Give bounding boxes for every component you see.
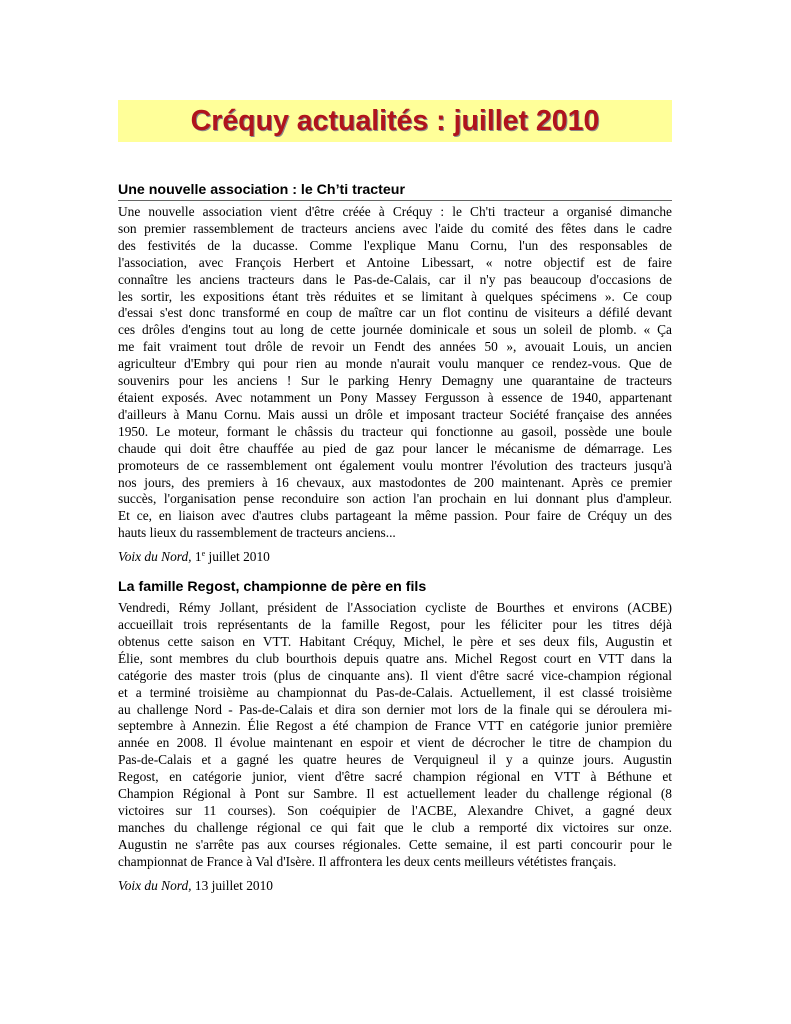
article-heading: La famille Regost, championne de père en fils bbox=[118, 579, 427, 596]
body-line: chaude qui doit être chauffée au pied de gaz pour lancer le mécanisme de démarrage. Les bbox=[118, 440, 672, 456]
body-line: et a terminé troisième au championnat du Pas-de-Calais. Actuellement, il est classé troisième bbox=[118, 684, 672, 700]
body-line: championnat de France à Val d'Isère. Il affrontera les deux cents meilleurs vététistes français. bbox=[118, 853, 617, 869]
body-line: obtenus cette saison en VTT. Habitant Créquy, Michel, le père et ses deux fils, Augustin et bbox=[118, 633, 672, 649]
body-line: me fait vraiment tout drôle de revoir un Fendt des années 50 », avouait Louis, un ancien bbox=[118, 339, 672, 355]
article-heading: Une nouvelle association : le Ch’ti tracteur bbox=[118, 182, 672, 201]
body-line: Élie, sont membres du club bourthois depuis quatre ans. Michel Regost court en VTT dans la bbox=[118, 650, 672, 666]
article-body bbox=[118, 600, 672, 871]
body-line: d'essai s'est donc transformé en coup de maître car un flot continu de visiteurs a défilé devant bbox=[118, 305, 672, 321]
body-line: Augustin ne s'arrête pas aux courses régionales. Cette semaine, il est parti concourir pour le bbox=[118, 836, 672, 852]
body-line: souvenirs pour les anciens ! Sur le parking Henry Demagny une quarantaine de tracteurs bbox=[118, 373, 672, 389]
body-line: année en 2008. Il évolue maintenant en espoir et vient de décrocher le titre de champion du bbox=[118, 735, 672, 751]
body-line: au challenge Nord - Pas-de-Calais et dira son dernier mot lors de la finale qui se déroulera mi- bbox=[118, 701, 672, 717]
body-line: l'association, avec François Herbert et Antoine Libessart, « notre objectif est de faire bbox=[118, 254, 672, 270]
body-line: catégorie des master trois (plus de cinquante ans). Il vient d'être sacré vice-champion régional bbox=[118, 667, 672, 683]
article-tracteur bbox=[118, 182, 672, 565]
body-line: Une nouvelle association vient d'être créée à Créquy : le Ch'ti tracteur a organisé dimanche bbox=[118, 204, 672, 219]
source-date: juillet 2010 bbox=[205, 549, 270, 565]
body-line: agriculteur d'Embry qui pour rien au monde n'aurait voulu manquer ce rendez-vous. Que de bbox=[118, 356, 672, 372]
body-line: hauts lieux du rassemblement de tracteurs anciens... bbox=[118, 525, 396, 541]
body-line: Champion Régional à Pont sur Sambre. Il est actuellement leader du challenge régional (8 bbox=[118, 786, 672, 802]
source-day: 1 bbox=[194, 549, 202, 565]
body-line: promoteurs de ce rassemblement ont également voulu montrer l'évolution des tracteurs jusqu'à bbox=[118, 457, 672, 473]
article-body bbox=[118, 204, 672, 542]
body-line: accueillait trois représentants de la famille Regost, pour les féliciter pour les titres déjà bbox=[118, 617, 672, 633]
body-line: Regost, en catégorie junior, vient d'être sacré champion régional en VTT à Béthune et bbox=[118, 769, 672, 785]
body-line: nos jours, des premiers à 16 chevaux, aux mastodontes de 200 maintenant. Après ce premier bbox=[118, 474, 672, 490]
body-line: Pas-de-Calais et a gagné les quatre heures de Verquigneul il y a quinze jours. Augustin bbox=[118, 752, 672, 768]
source-day-sup: e bbox=[201, 549, 206, 559]
article-source bbox=[118, 548, 672, 565]
body-line: victoires sur 11 courses). Son coéquipier de l'ACBE, Alexandre Chivet, a gagné deux bbox=[118, 803, 672, 818]
document-page bbox=[118, 100, 672, 894]
body-line: son premier rassemblement de tracteurs anciens avec l'aide du comité des fêtes dans le cadre bbox=[118, 220, 672, 236]
source-publication: Voix du Nord, bbox=[118, 549, 192, 565]
body-line: succès, l'organisation pense reconduire son action l'an prochain en lui donnant plus d'ampleur. bbox=[118, 491, 672, 507]
body-line: connaître les anciens tracteurs dans le Pas-de-Calais, car il n'y pas beaucoup d'occasions de bbox=[118, 271, 672, 287]
body-line: d'ailleurs à Manu Cornu. Mais aussi un drôle et imposant tracteur Société française des années bbox=[118, 406, 672, 422]
body-line: Vendredi, Rémy Jollant, président de l'Association cycliste de Bourthes et environs (ACBE) bbox=[118, 600, 672, 616]
title-banner bbox=[118, 100, 672, 142]
body-line: 1950. Le moteur, formant le châssis du tracteur qui fonctionne au gasoil, possède une boule bbox=[118, 423, 672, 439]
page-title: Créquy actualités : juillet 2010 bbox=[190, 104, 600, 137]
article-regost bbox=[118, 579, 672, 894]
source-publication: Voix du Nord, bbox=[118, 877, 192, 893]
source-date: 13 juillet 2010 bbox=[191, 877, 273, 893]
article-source bbox=[118, 877, 672, 894]
body-line: manches du challenge régional ce qui fait que le club a remporté dix victoires sur onze. bbox=[118, 819, 672, 835]
body-line: septembre à Annezin. Élie Regost a été champion de France VTT en catégorie junior première bbox=[118, 718, 672, 734]
body-line: des festivités de la ducasse. Comme l'explique Manu Cornu, l'un des responsables de bbox=[118, 237, 672, 253]
body-line: les sortir, les expositions étant très réduites et se limitant à quelques spécimens ». Ce coup bbox=[118, 288, 672, 304]
body-line: étaient exposés. Avec notamment un Pony Massey Fergusson à essence de 1940, appartenant bbox=[118, 389, 672, 405]
body-line: ces drôles d'engins tout au long de cette journée dominicale et sous un soleil de plomb. « Ça bbox=[118, 322, 672, 338]
body-line: Et ce, en liaison avec d'autres clubs partageant la même passion. Pour faire de Créquy un des bbox=[118, 508, 672, 524]
